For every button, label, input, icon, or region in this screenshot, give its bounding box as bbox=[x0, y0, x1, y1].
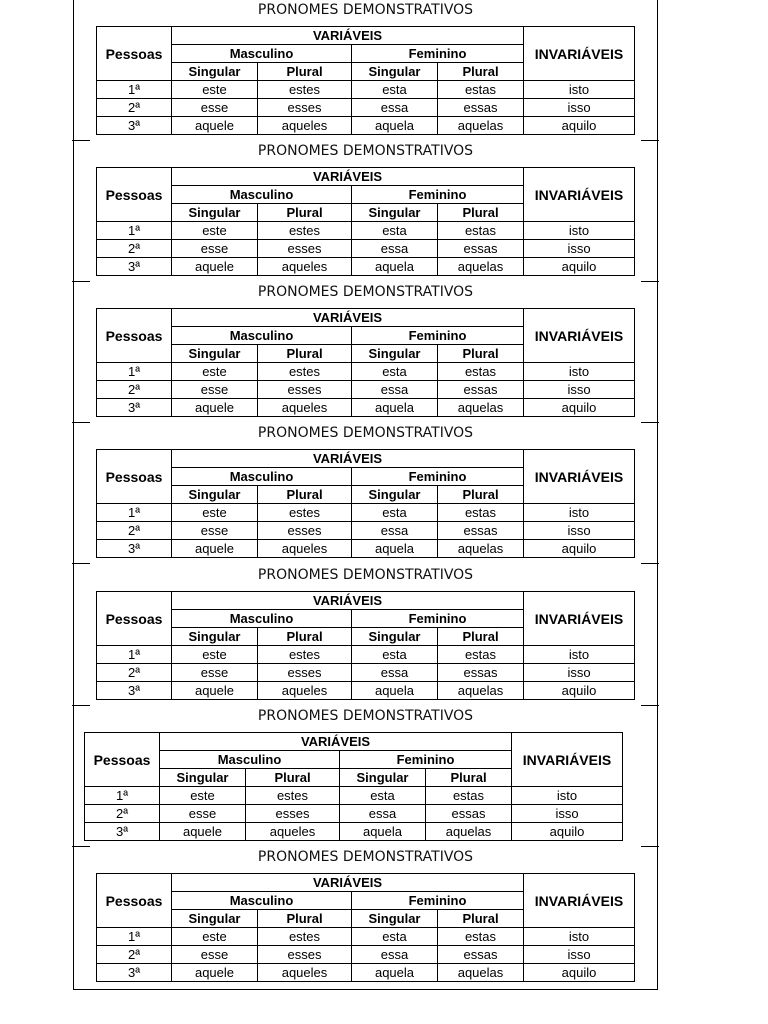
cell-invariavel: aquilo bbox=[524, 399, 635, 417]
pronoun-table bbox=[96, 167, 635, 276]
header-masc-singular: Singular bbox=[172, 63, 258, 81]
cell-pessoa: 1ª bbox=[97, 81, 172, 99]
header-fem-plural: Plural bbox=[438, 486, 524, 504]
cell-fem-plural: essas bbox=[438, 522, 524, 540]
cell-pessoa: 3ª bbox=[97, 117, 172, 135]
header-feminino: Feminino bbox=[352, 45, 524, 63]
cell-masc-singular: aquele bbox=[172, 540, 258, 558]
table-row bbox=[97, 946, 635, 964]
cell-masc-plural: aqueles bbox=[258, 540, 352, 558]
header-invariaveis: INVARIÁVEIS bbox=[524, 309, 635, 363]
header-masc-plural: Plural bbox=[258, 486, 352, 504]
sheet-bottom-border bbox=[73, 989, 658, 990]
table-row bbox=[85, 805, 623, 823]
header-masculino: Masculino bbox=[172, 186, 352, 204]
header-fem-plural: Plural bbox=[438, 628, 524, 646]
cell-pessoa: 3ª bbox=[97, 682, 172, 700]
table-row bbox=[97, 381, 635, 399]
cell-fem-singular: aquela bbox=[352, 258, 438, 276]
cell-invariavel: aquilo bbox=[524, 117, 635, 135]
table-row bbox=[97, 522, 635, 540]
cell-fem-plural: estas bbox=[426, 787, 512, 805]
header-variaveis: VARIÁVEIS bbox=[172, 168, 524, 186]
cell-fem-plural: essas bbox=[438, 99, 524, 117]
cell-fem-plural: estas bbox=[438, 504, 524, 522]
header-invariaveis: INVARIÁVEIS bbox=[524, 450, 635, 504]
cell-invariavel: isto bbox=[524, 81, 635, 99]
cell-fem-singular: essa bbox=[352, 99, 438, 117]
cell-masc-plural: esses bbox=[258, 522, 352, 540]
header-variaveis: VARIÁVEIS bbox=[172, 592, 524, 610]
cell-masc-plural: esses bbox=[258, 99, 352, 117]
header-pessoas: Pessoas bbox=[97, 450, 172, 504]
cell-fem-plural: essas bbox=[438, 240, 524, 258]
table-row bbox=[97, 117, 635, 135]
header-pessoas: Pessoas bbox=[97, 168, 172, 222]
cell-masc-singular: aquele bbox=[172, 399, 258, 417]
cell-invariavel: isto bbox=[524, 646, 635, 664]
cell-fem-plural: estas bbox=[438, 222, 524, 240]
cell-masc-plural: aqueles bbox=[258, 964, 352, 982]
cell-masc-singular: esse bbox=[172, 664, 258, 682]
header-feminino: Feminino bbox=[352, 610, 524, 628]
cut-mark-left bbox=[72, 563, 90, 564]
header-masculino: Masculino bbox=[172, 468, 352, 486]
table-row bbox=[97, 240, 635, 258]
header-fem-singular: Singular bbox=[340, 769, 426, 787]
header-variaveis: VARIÁVEIS bbox=[172, 450, 524, 468]
block-title: PRONOMES DEMONSTRATIVOS bbox=[257, 567, 474, 583]
cell-invariavel: isto bbox=[524, 222, 635, 240]
table-row bbox=[97, 222, 635, 240]
table-row bbox=[97, 399, 635, 417]
header-invariaveis: INVARIÁVEIS bbox=[524, 874, 635, 928]
table-header-row bbox=[97, 450, 635, 468]
cell-pessoa: 3ª bbox=[85, 823, 160, 841]
cell-fem-plural: estas bbox=[438, 81, 524, 99]
header-fem-plural: Plural bbox=[426, 769, 512, 787]
header-masculino: Masculino bbox=[172, 610, 352, 628]
cell-masc-plural: esses bbox=[246, 805, 340, 823]
cell-fem-singular: esta bbox=[340, 787, 426, 805]
header-feminino: Feminino bbox=[352, 186, 524, 204]
header-masc-plural: Plural bbox=[258, 204, 352, 222]
cell-invariavel: isto bbox=[524, 363, 635, 381]
cell-masc-plural: estes bbox=[258, 363, 352, 381]
pronoun-table bbox=[96, 308, 635, 417]
cell-masc-singular: esse bbox=[160, 805, 246, 823]
cell-masc-plural: estes bbox=[246, 787, 340, 805]
cell-invariavel: isso bbox=[524, 664, 635, 682]
cell-fem-plural: aquelas bbox=[438, 258, 524, 276]
pronoun-block-3 bbox=[73, 282, 658, 423]
table-row bbox=[97, 540, 635, 558]
cell-masc-plural: esses bbox=[258, 946, 352, 964]
cell-fem-singular: essa bbox=[352, 946, 438, 964]
cell-fem-singular: aquela bbox=[352, 399, 438, 417]
header-fem-singular: Singular bbox=[352, 345, 438, 363]
cell-invariavel: aquilo bbox=[524, 258, 635, 276]
cell-fem-singular: aquela bbox=[352, 117, 438, 135]
header-fem-plural: Plural bbox=[438, 910, 524, 928]
table-row bbox=[85, 787, 623, 805]
table-row bbox=[97, 964, 635, 982]
header-feminino: Feminino bbox=[352, 327, 524, 345]
header-feminino: Feminino bbox=[352, 892, 524, 910]
header-fem-plural: Plural bbox=[438, 204, 524, 222]
cell-invariavel: isso bbox=[524, 99, 635, 117]
cell-fem-singular: essa bbox=[352, 240, 438, 258]
cell-masc-plural: esses bbox=[258, 381, 352, 399]
header-masc-singular: Singular bbox=[172, 486, 258, 504]
cell-fem-singular: esta bbox=[352, 646, 438, 664]
cell-invariavel: aquilo bbox=[512, 823, 623, 841]
header-masc-singular: Singular bbox=[172, 910, 258, 928]
cell-invariavel: aquilo bbox=[524, 964, 635, 982]
pronoun-table bbox=[96, 449, 635, 558]
cell-masc-plural: esses bbox=[258, 664, 352, 682]
cell-masc-plural: aqueles bbox=[258, 117, 352, 135]
cell-fem-singular: aquela bbox=[352, 682, 438, 700]
table-row bbox=[97, 258, 635, 276]
cell-masc-singular: aquele bbox=[172, 964, 258, 982]
pronoun-block-4 bbox=[73, 423, 658, 564]
cell-masc-plural: estes bbox=[258, 928, 352, 946]
header-feminino: Feminino bbox=[352, 468, 524, 486]
header-masc-plural: Plural bbox=[258, 63, 352, 81]
header-pessoas: Pessoas bbox=[85, 733, 160, 787]
cell-masc-singular: este bbox=[172, 81, 258, 99]
cell-invariavel: aquilo bbox=[524, 682, 635, 700]
cell-masc-singular: esse bbox=[172, 240, 258, 258]
cell-masc-singular: este bbox=[172, 222, 258, 240]
header-variaveis: VARIÁVEIS bbox=[172, 309, 524, 327]
header-masculino: Masculino bbox=[172, 892, 352, 910]
cell-fem-plural: aquelas bbox=[426, 823, 512, 841]
header-pessoas: Pessoas bbox=[97, 874, 172, 928]
cell-masc-singular: aquele bbox=[160, 823, 246, 841]
cell-fem-singular: essa bbox=[352, 381, 438, 399]
cell-fem-plural: estas bbox=[438, 646, 524, 664]
cell-fem-singular: esta bbox=[352, 363, 438, 381]
cell-pessoa: 1ª bbox=[97, 646, 172, 664]
cell-masc-singular: este bbox=[172, 928, 258, 946]
header-pessoas: Pessoas bbox=[97, 309, 172, 363]
cell-fem-plural: aquelas bbox=[438, 117, 524, 135]
table-header-row bbox=[97, 168, 635, 186]
pronoun-block-5 bbox=[73, 565, 658, 706]
header-masc-plural: Plural bbox=[246, 769, 340, 787]
cell-masc-singular: esse bbox=[172, 99, 258, 117]
cell-fem-singular: aquela bbox=[340, 823, 426, 841]
cell-pessoa: 2ª bbox=[97, 381, 172, 399]
cell-fem-plural: estas bbox=[438, 363, 524, 381]
pronoun-block-1 bbox=[73, 0, 658, 141]
cell-masc-plural: estes bbox=[258, 222, 352, 240]
block-title: PRONOMES DEMONSTRATIVOS bbox=[257, 708, 474, 724]
cell-pessoa: 2ª bbox=[85, 805, 160, 823]
cell-fem-singular: esta bbox=[352, 928, 438, 946]
header-masculino: Masculino bbox=[172, 327, 352, 345]
cell-pessoa: 2ª bbox=[97, 99, 172, 117]
header-fem-plural: Plural bbox=[438, 63, 524, 81]
pronoun-table bbox=[84, 732, 623, 841]
block-title: PRONOMES DEMONSTRATIVOS bbox=[257, 425, 474, 441]
header-invariaveis: INVARIÁVEIS bbox=[524, 168, 635, 222]
cell-pessoa: 3ª bbox=[97, 964, 172, 982]
header-masc-singular: Singular bbox=[160, 769, 246, 787]
header-masc-plural: Plural bbox=[258, 628, 352, 646]
cell-masc-singular: esse bbox=[172, 522, 258, 540]
cell-masc-singular: aquele bbox=[172, 117, 258, 135]
header-fem-singular: Singular bbox=[352, 628, 438, 646]
cell-masc-singular: esse bbox=[172, 946, 258, 964]
cell-fem-plural: aquelas bbox=[438, 682, 524, 700]
pronoun-table bbox=[96, 591, 635, 700]
pronoun-block-2 bbox=[73, 141, 658, 282]
cell-fem-plural: essas bbox=[438, 664, 524, 682]
header-masculino: Masculino bbox=[172, 45, 352, 63]
cell-masc-plural: estes bbox=[258, 81, 352, 99]
cell-pessoa: 3ª bbox=[97, 258, 172, 276]
cell-masc-plural: aqueles bbox=[246, 823, 340, 841]
cell-masc-singular: este bbox=[172, 646, 258, 664]
cell-fem-plural: essas bbox=[438, 946, 524, 964]
table-row bbox=[97, 646, 635, 664]
block-title: PRONOMES DEMONSTRATIVOS bbox=[257, 849, 474, 865]
cell-masc-singular: esse bbox=[172, 381, 258, 399]
cell-pessoa: 2ª bbox=[97, 664, 172, 682]
cell-invariavel: isso bbox=[524, 522, 635, 540]
cell-invariavel: isso bbox=[524, 381, 635, 399]
cell-pessoa: 2ª bbox=[97, 946, 172, 964]
cell-invariavel: isto bbox=[512, 787, 623, 805]
cell-masc-plural: aqueles bbox=[258, 399, 352, 417]
block-title: PRONOMES DEMONSTRATIVOS bbox=[257, 143, 474, 159]
cell-masc-plural: esses bbox=[258, 240, 352, 258]
pronoun-table bbox=[96, 873, 635, 982]
header-masc-singular: Singular bbox=[172, 204, 258, 222]
table-row bbox=[97, 664, 635, 682]
cell-pessoa: 2ª bbox=[97, 522, 172, 540]
cell-fem-singular: esta bbox=[352, 81, 438, 99]
header-fem-plural: Plural bbox=[438, 345, 524, 363]
pronoun-table bbox=[96, 26, 635, 135]
cell-fem-singular: esta bbox=[352, 504, 438, 522]
cell-fem-plural: essas bbox=[438, 381, 524, 399]
header-fem-singular: Singular bbox=[352, 63, 438, 81]
pronoun-block-6 bbox=[73, 706, 658, 847]
cell-pessoa: 1ª bbox=[85, 787, 160, 805]
cell-masc-plural: estes bbox=[258, 646, 352, 664]
cell-masc-plural: aqueles bbox=[258, 258, 352, 276]
cell-invariavel: isto bbox=[524, 504, 635, 522]
cell-fem-singular: aquela bbox=[352, 540, 438, 558]
cell-fem-singular: essa bbox=[352, 664, 438, 682]
cell-pessoa: 3ª bbox=[97, 540, 172, 558]
cell-masc-singular: este bbox=[172, 363, 258, 381]
table-row bbox=[97, 682, 635, 700]
cell-fem-singular: essa bbox=[340, 805, 426, 823]
cell-masc-singular: aquele bbox=[172, 682, 258, 700]
header-invariaveis: INVARIÁVEIS bbox=[524, 592, 635, 646]
table-row bbox=[97, 504, 635, 522]
table-row bbox=[85, 823, 623, 841]
cell-invariavel: isso bbox=[524, 946, 635, 964]
cell-fem-singular: aquela bbox=[352, 964, 438, 982]
table-header-row bbox=[97, 27, 635, 45]
header-pessoas: Pessoas bbox=[97, 592, 172, 646]
header-invariaveis: INVARIÁVEIS bbox=[524, 27, 635, 81]
header-masculino: Masculino bbox=[160, 751, 340, 769]
cell-masc-singular: aquele bbox=[172, 258, 258, 276]
block-title: PRONOMES DEMONSTRATIVOS bbox=[257, 284, 474, 300]
block-title: PRONOMES DEMONSTRATIVOS bbox=[257, 2, 474, 18]
cut-mark-right bbox=[641, 563, 659, 564]
pronoun-block-7 bbox=[73, 847, 658, 988]
cell-pessoa: 1ª bbox=[97, 222, 172, 240]
cell-fem-plural: aquelas bbox=[438, 964, 524, 982]
cell-fem-plural: essas bbox=[426, 805, 512, 823]
cell-invariavel: isto bbox=[524, 928, 635, 946]
table-header-row bbox=[97, 592, 635, 610]
table-header-row bbox=[85, 733, 623, 751]
table-header-row bbox=[97, 309, 635, 327]
cell-masc-plural: estes bbox=[258, 504, 352, 522]
cell-fem-plural: aquelas bbox=[438, 399, 524, 417]
header-pessoas: Pessoas bbox=[97, 27, 172, 81]
header-masc-plural: Plural bbox=[258, 345, 352, 363]
cell-invariavel: isso bbox=[512, 805, 623, 823]
cell-pessoa: 1ª bbox=[97, 504, 172, 522]
cell-masc-singular: este bbox=[172, 504, 258, 522]
table-row bbox=[97, 928, 635, 946]
header-fem-singular: Singular bbox=[352, 204, 438, 222]
cell-pessoa: 1ª bbox=[97, 928, 172, 946]
cell-invariavel: isso bbox=[524, 240, 635, 258]
header-fem-singular: Singular bbox=[352, 486, 438, 504]
table-header-row bbox=[97, 874, 635, 892]
cell-invariavel: aquilo bbox=[524, 540, 635, 558]
cell-pessoa: 2ª bbox=[97, 240, 172, 258]
table-row bbox=[97, 99, 635, 117]
header-variaveis: VARIÁVEIS bbox=[160, 733, 512, 751]
table-row bbox=[97, 363, 635, 381]
cell-pessoa: 3ª bbox=[97, 399, 172, 417]
cell-masc-plural: aqueles bbox=[258, 682, 352, 700]
header-masc-plural: Plural bbox=[258, 910, 352, 928]
cell-fem-plural: aquelas bbox=[438, 540, 524, 558]
cell-fem-singular: essa bbox=[352, 522, 438, 540]
header-feminino: Feminino bbox=[340, 751, 512, 769]
header-masc-singular: Singular bbox=[172, 345, 258, 363]
cell-fem-singular: esta bbox=[352, 222, 438, 240]
header-variaveis: VARIÁVEIS bbox=[172, 874, 524, 892]
table-row bbox=[97, 81, 635, 99]
cell-masc-singular: este bbox=[160, 787, 246, 805]
cell-fem-plural: estas bbox=[438, 928, 524, 946]
header-fem-singular: Singular bbox=[352, 910, 438, 928]
header-invariaveis: INVARIÁVEIS bbox=[512, 733, 623, 787]
header-masc-singular: Singular bbox=[172, 628, 258, 646]
cell-pessoa: 1ª bbox=[97, 363, 172, 381]
header-variaveis: VARIÁVEIS bbox=[172, 27, 524, 45]
